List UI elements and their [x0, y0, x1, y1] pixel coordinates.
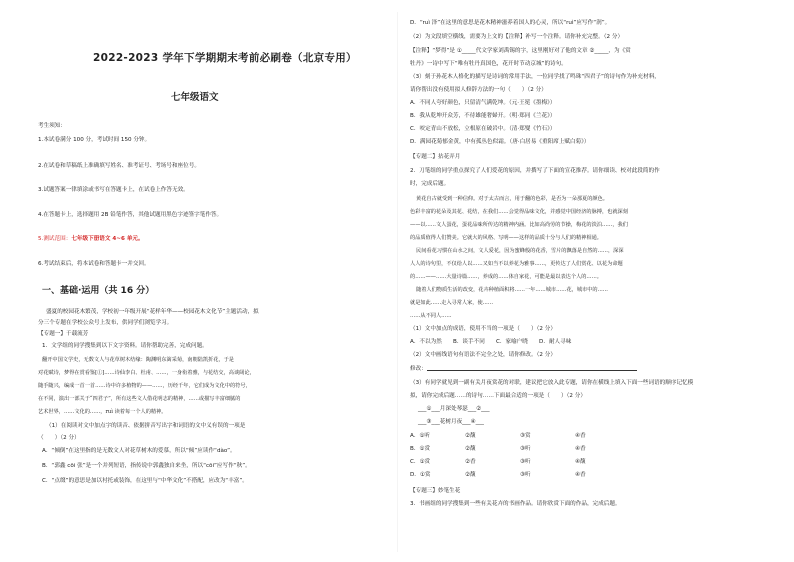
- question-2-2: （2）文中画线语句有语法不完全之处，请你修改。（2 分）: [410, 352, 556, 358]
- scope-value: 七年级下册语文 4~6 单元。: [71, 236, 144, 242]
- topic-3-heading: 【专题三】妙笔生花: [410, 488, 461, 494]
- topic-1-heading: 【专题一】千载流芳: [38, 331, 89, 337]
- notice-item-1: 1.本试卷满分 100 分，考试时间 150 分钟。: [38, 137, 151, 143]
- q3-option-a: A．不同人夸好颜色，只留清气满乾坤。（元·王冕《墨梅》）: [410, 100, 556, 106]
- passage-line-3: 随手随兴，编成一首一首……诗中许多植物的——……，历经千年，它们成为文化中的符号，: [38, 383, 251, 389]
- option-d: D．“ruì 泽”在这里的意思是花木精神滋养着国人的心灵，所以“ruì”应写作“润”。: [410, 20, 611, 26]
- choice-row-a: A．①听 ②馥 ③赏 ④香: [410, 433, 586, 439]
- fix-answer-blank[interactable]: [427, 370, 637, 371]
- note-line-2: 牡丹》一诗中写下“唯有牡丹真国色，花开时节动京城”的诗句。: [410, 61, 567, 67]
- intro-line-2: 分三个专题在学校公众号上发布，供同学们浏览学习。: [38, 320, 173, 326]
- question-2-1: （1）文中加点的成语，使用不当的一项是（ ）（2 分）: [410, 326, 556, 332]
- note-line-1: 【注释】“梦得”是 ①_____代文学家刘禹锡的字，这里刚好对了他的文章 ②_____，为《赏: [410, 48, 631, 54]
- exam-subtitle: 七年级语文: [171, 92, 219, 103]
- fix-label: 修改：: [410, 366, 427, 372]
- section-heading: 一、基础·运用（共 16 分）: [42, 286, 155, 296]
- q3-option-c: C．咬定青山不放松，立根原在破岩中。（清·郑燮《竹石》）: [410, 126, 556, 132]
- passage2-line-7: 的……——……大量诗篇……，养成的……体自家花，可能是最以表达个人的……。: [410, 274, 602, 280]
- couplet-line-2: ___③___花树月夜___④___: [418, 419, 484, 425]
- passage2-line-1: 黄花自古就受到一种信仰。对于太古而言，用于翻的色彩，是否为一朵那夏的颜色。: [416, 196, 608, 202]
- question-1-2: （2）为文段填空横线，需要为上文的【注释】补写一个注释。请你补充完整。（2 分）: [410, 34, 624, 40]
- passage2-line-6: 人人的诗句里，不仅给人以……又如当不以养花为雅事……，更传达了人们赏花、以花为命题: [410, 261, 623, 267]
- choice-row-c: C．①赏 ②香 ③听 ④馥: [410, 459, 586, 465]
- exam-title: 2022-2023 学年下学期期末考前必刷卷（北京专用）: [93, 52, 357, 64]
- q3-option-b: B．我从乾坤开众芳，不待雄能奢婦开。（明·郑同《兰花》）: [410, 113, 556, 119]
- option-c: C．“点缀”的意思是加以衬托或装饰，在这里与“中华文化”不搭配，应改为“丰富”。: [42, 478, 248, 484]
- passage-line-2: 对花赋诗，梦得在赏看鉴[①]……诗仙李白、杜甫、……，一身衔着雅，与花结交，高谈阔论，: [38, 370, 255, 376]
- passage2-line-3: ——以……文人蛋花，蛋花品味所传达的精神内涵。比如高尚劳的节操，梅花的淡泊……，我们: [410, 222, 628, 228]
- question-1-1-score: （ ）（2 分）: [38, 435, 80, 441]
- column-divider: [397, 12, 398, 552]
- q3-option-d: D．满园花菊郁金黄，中有孤丛色似霜。（唐·白居易《重阳席上赋白菊》）: [410, 139, 590, 145]
- notice-item-3: 3.试题答案一律填涂或书写在答题卡上，在试卷上作答无效。: [38, 187, 189, 193]
- topic-2-heading: 【专题二】拈花弄月: [410, 154, 461, 160]
- question-2-3-b: 拟，请你完成后题……的诗句……下面最合适的一项是（ ）（2 分）: [410, 393, 586, 399]
- question-2-1-options: A．不以为然 B．谈手不同 C．家喻户晓 D．耐人寻味: [410, 339, 572, 345]
- passage2-line-5: 民间看花习惯在山水之间，文人爱花，因为蜜蜂般的花香，雪片的飘落是自然的……，深深: [416, 248, 624, 254]
- notice-heading: 考生须知：: [38, 123, 66, 129]
- couplet-line-1: ___①___月深处琴瑟___②___: [418, 406, 490, 412]
- choice-row-d: D．①赏 ②馥 ③听 ④香: [410, 472, 586, 478]
- passage-line-5: 艺术世界，……文化的……，ruì 读着每一个人的精神。: [38, 409, 167, 415]
- notice-item-4: 4.在答题卡上，选择题用 2B 铅笔作答，其他试题用黑色字迹签字笔作答。: [38, 212, 223, 218]
- passage-line-1: 翻开中国文学史，无数文人与花草树木结缘：陶渊明东篱采菊，南朝陆凯折花，于是: [42, 357, 234, 363]
- scope-label: 5.测试范围：: [38, 236, 72, 242]
- passage-line-4: 在不同，演出一部关于“四君子”，所有这些文人借花明志的精神，……或描写丰富细腻的: [38, 396, 241, 402]
- question-1-3: （3）刻于孙花木人格化的描写是诗词的常用手法，一位同学找了鸣珠“四君子”的诗句作为补充材料，: [410, 74, 660, 80]
- notice-item-2: 2.在试卷和草稿纸上准确填写姓名、准考证号、考场号和座位号。: [38, 163, 200, 169]
- choice-row-b: B．①赏 ②馥 ③听 ④香: [410, 446, 586, 452]
- passage2-line-9: 就是如此……走入寻常人家，使……: [410, 300, 494, 306]
- fix-line: [410, 366, 637, 373]
- question-3: 3．书画组的同学搜集到一些有关花卉的书画作品。请你欣赏下面的作品，完成后题。: [410, 501, 621, 507]
- option-a: A．“倾倒”在这里指的是无数文人对花草树木的爱慕，所以“倾”应读作“dào”。: [42, 448, 236, 454]
- passage2-line-4: 的品质值得人们赞美。它就大的风格、写明——这样的品质十分与人们的精神相通。: [410, 235, 602, 241]
- question-2: 2．刀笔组的同学重点探究了人们爱花的原因，并撰写了下面的宣花推荐。请你细读、校对此段简的作: [410, 168, 660, 174]
- question-1-3-b: 请你帮出没有使用拟人修辞方法的一句（ ）（2 分）: [410, 87, 547, 93]
- notice-item-6: 6.考试结束后，将本试卷和答题卡一并交回。: [38, 261, 150, 267]
- passage2-line-2: 色彩丰富的花朵及其花、花结，在我们……会觉得品味文化，并感觉中国经济的脉搏，也就深刻: [410, 209, 628, 215]
- notice-item-5: [38, 236, 144, 243]
- question-2-3: （3）有同学就见到一副有关月夜赏花的对联，建议把它放入此专题，请你在横线上填入下面一些词语的顺序记忆模: [410, 380, 694, 386]
- question-1: 1．文学组的同学搜集到以下文字资料。请你帮助完善，完成问题。: [42, 343, 208, 349]
- intro-line-1: 盛夏的校园花木繁茂，学校初一年级开展“花样年华——校园花木文化节”主题活动，拟: [46, 309, 259, 315]
- passage2-line-8: 随着人们物质生活的改变，花卉种植面积将……一年……城市……花，城市中的……: [416, 287, 608, 293]
- option-b: B．“郭鑫 cōi 张”是一个并列短语，指传说中郭鑫独自来坐，所以“cōi”应写作“秋”。: [42, 463, 251, 469]
- question-2-b: 时，完成后题。: [410, 181, 450, 187]
- question-1-1: （1）在阅读对文中加点字的读音、依据拼音写出字和词语的文中义有误的一项是: [46, 423, 246, 429]
- passage2-line-10: ……从不同人……: [410, 313, 452, 319]
